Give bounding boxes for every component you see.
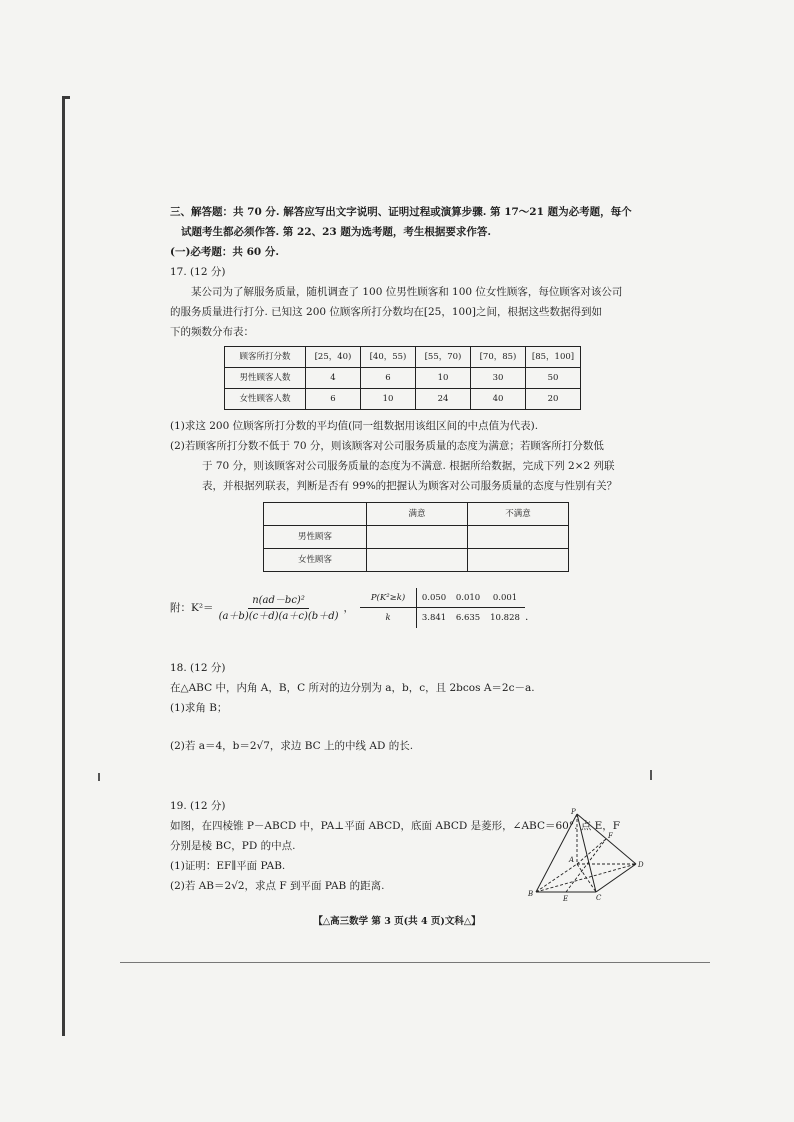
edge-cd — [596, 864, 636, 892]
scan-mark — [650, 770, 652, 780]
q18-part1: (1)求角 B； — [170, 702, 228, 714]
table-cell: 30 — [471, 368, 526, 389]
table-cell: 50 — [526, 368, 581, 389]
q18-stem: 在△ABC 中，内角 A，B，C 所对的边分别为 a，b，c，且 2bcos A＝2c－a. — [170, 682, 535, 694]
q17-intro-3: 下的频数分布表： — [170, 326, 254, 338]
segment-ef — [566, 839, 606, 892]
q18-number: 18. (12 分) — [170, 662, 226, 674]
required-label: (一)必考题：共 60 分. — [170, 246, 280, 258]
table-cell: 6 — [306, 389, 361, 410]
exam-page — [170, 202, 650, 896]
table-row — [225, 368, 581, 389]
footer-divider — [120, 962, 710, 963]
q19-part1: (1)证明：EF∥平面 PAB. — [170, 860, 286, 872]
label-d: D — [638, 861, 644, 869]
table-cell: 20 — [526, 389, 581, 410]
table-cell: 男性顾客 — [264, 526, 367, 549]
pyramid-figure — [524, 806, 654, 902]
table-header-cell: 不满意 — [468, 503, 569, 526]
edge-pc — [577, 814, 596, 892]
formula-end: . — [525, 611, 529, 623]
table-cell — [367, 549, 468, 572]
diagonal-bd — [536, 864, 636, 892]
k-value: 3.841 — [421, 613, 447, 623]
table-cell — [468, 526, 569, 549]
table-header-cell: [40，55) — [361, 347, 416, 368]
table-cell — [468, 549, 569, 572]
table-cell: 40 — [471, 389, 526, 410]
critical-value-table — [360, 588, 525, 628]
table-cell: 男性顾客人数 — [225, 368, 306, 389]
formula-denominator: (a＋b)(c＋d)(a＋c)(b＋d) — [218, 610, 339, 622]
formula-fraction — [217, 593, 341, 624]
q19-stem: 如图，在四棱锥 P－ABCD 中，PA⊥平面 ABCD，底面 ABCD 是菱形，∠ABC＝60°. 点 E，F — [170, 820, 621, 832]
p-label: P(K²≥k) — [360, 588, 416, 608]
formula-separator: ， — [343, 602, 355, 614]
q17-part1: (1)求这 200 位顾客所打分数的平均值(同一组数据用该组区间的中点值为代表). — [170, 420, 539, 432]
formula-numerator: n(ad－bc)² — [248, 593, 309, 609]
table-row — [264, 503, 569, 526]
p-value: 0.050 — [417, 588, 451, 608]
p-value: 0.010 — [451, 588, 485, 608]
contingency-table — [263, 502, 569, 572]
q17-part2-cont: 于 70 分，则该顾客对公司服务质量的态度为不满意. 根据所给数据，完成下列 2×2 列联 — [202, 460, 615, 472]
frequency-table — [224, 346, 581, 410]
q19-part2: (2)若 AB＝2√2，求点 F 到平面 PAB 的距离. — [170, 880, 385, 892]
q17-number: 17. (12 分) — [170, 266, 226, 278]
section-heading-cont: 试题考生都必须作答. 第 22、23 题为选考题，考生根据要求作答. — [181, 226, 492, 238]
label-a: A — [569, 856, 575, 864]
k-value: 6.635 — [455, 613, 481, 623]
edge-pb — [536, 814, 577, 892]
page-footer: 【△高三数学 第 3 页(共 4 页)文科△】 — [313, 916, 481, 927]
table-header-cell: [55，70) — [416, 347, 471, 368]
table-cell: 女性顾客人数 — [225, 389, 306, 410]
table-row — [225, 389, 581, 410]
table-header-cell — [264, 503, 367, 526]
section-heading: 三、解答题：共 70 分. 解答应写出文字说明、证明过程或演算步骤. 第 17～21 题为必考题，每个 — [170, 206, 632, 218]
q19-number: 19. (12 分) — [170, 800, 226, 812]
k-squared-formula — [170, 584, 650, 632]
p-value: 0.001 — [485, 588, 525, 608]
k-value: 10.828 — [490, 613, 520, 623]
scan-edge — [62, 96, 65, 1036]
table-row — [264, 549, 569, 572]
q17-intro-2: 的服务质量进行打分. 已知这 200 位顾客所打分数均在[25，100]之间，根据这些数据得到如 — [170, 306, 602, 318]
q17-part2-cont: 表，并根据列联表，判断是否有 99%的把握认为顾客对公司服务质量的态度与性别有关？ — [202, 480, 618, 492]
scan-mark — [98, 773, 100, 781]
table-cell: 24 — [416, 389, 471, 410]
table-header-cell: [25，40) — [306, 347, 361, 368]
q17-intro: 某公司为了解服务质量，随机调查了 100 位男性顾客和 100 位女性顾客，每位顾客对该公司 — [191, 286, 623, 298]
q18-part2: (2)若 a＝4，b＝2√7，求边 BC 上的中线 AD 的长. — [170, 740, 414, 752]
table-cell: 10 — [361, 389, 416, 410]
table-cell: 6 — [361, 368, 416, 389]
label-c: C — [596, 894, 602, 902]
k-label: k — [385, 613, 391, 623]
table-header-cell: [85，100] — [526, 347, 581, 368]
segment-af — [577, 839, 606, 864]
table-cell: 10 — [416, 368, 471, 389]
table-cell — [367, 526, 468, 549]
q17-part2: (2)若顾客所打分数不低于 70 分，则该顾客对公司服务质量的态度为满意；若顾客所打分数低 — [170, 440, 604, 452]
table-header-cell: 满意 — [367, 503, 468, 526]
edge-ab — [536, 864, 577, 892]
q19-stem-cont: 分别是棱 BC，PD 的中点. — [170, 840, 296, 852]
label-p: P — [571, 808, 576, 816]
label-b: B — [528, 890, 534, 898]
table-header-cell: 顾客所打分数 — [225, 347, 306, 368]
table-row — [225, 347, 581, 368]
scan-edge-tick — [62, 96, 70, 99]
table-header-cell: [70，85) — [471, 347, 526, 368]
label-e: E — [563, 895, 569, 902]
table-cell: 女性顾客 — [264, 549, 367, 572]
label-f: F — [608, 832, 613, 840]
table-row — [264, 526, 569, 549]
table-cell: 4 — [306, 368, 361, 389]
formula-prefix: 附：K²＝ — [170, 602, 214, 614]
